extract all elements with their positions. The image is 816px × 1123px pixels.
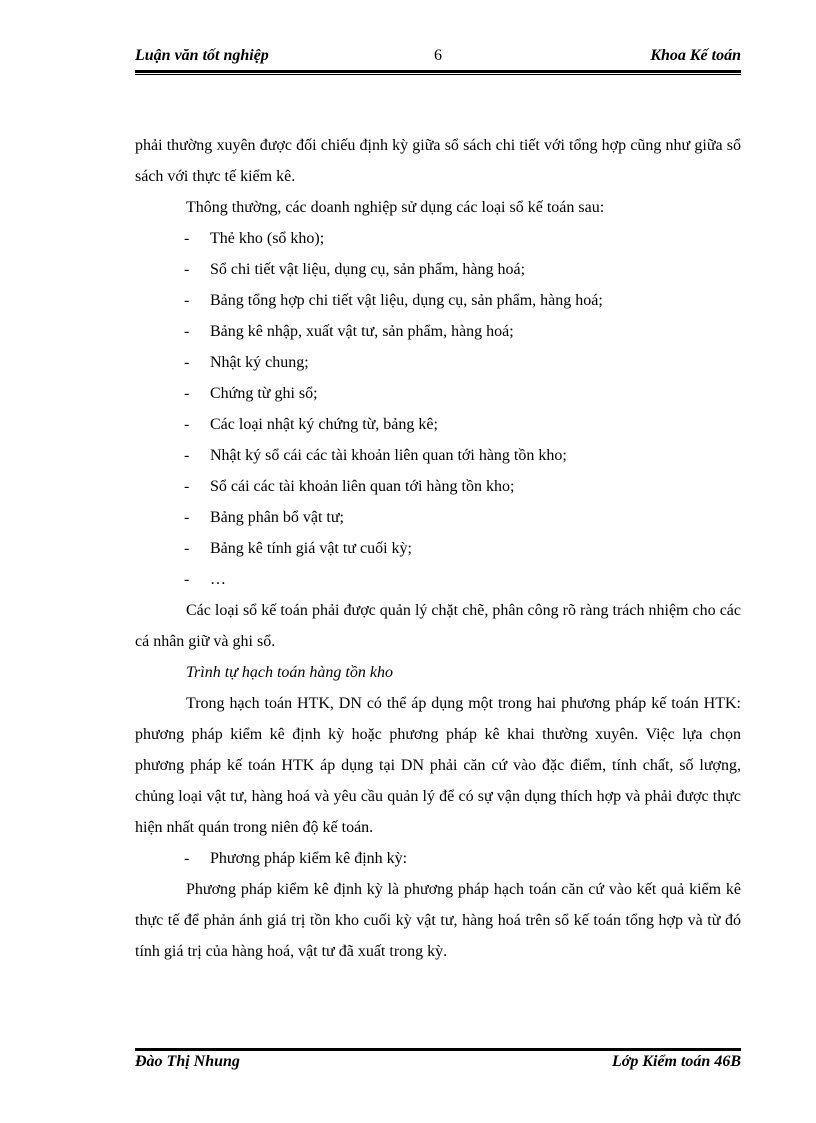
- paragraph-5: Phương pháp kiểm kê định kỳ là phương pháp hạch toán căn cứ vào kết quả kiểm kê thực tế để phản ánh giá trị tồn kho cuối kỳ vật tư, hàng hoá trên sổ kế toán tổng hợp và từ đó tính giá trị của hàng hoá, vật tư đã xuất trong kỳ.: [135, 881, 741, 960]
- list-item: - Thẻ kho (sổ kho);: [135, 223, 741, 254]
- footer-class: Lớp Kiểm toán 46B: [611, 1053, 741, 1070]
- page-body: [135, 130, 741, 967]
- list-item: - Bảng phân bổ vật tư;: [135, 502, 741, 533]
- header-faculty: Khoa Kế toán: [650, 47, 741, 64]
- paragraph-3: Các loại sổ kế toán phải được quản lý chặt chẽ, phân công rõ ràng trách nhiệm cho các cá nhân giữ và ghi sổ.: [135, 602, 741, 650]
- paragraph-2: Thông thường, các doanh nghiệp sử dụng các loại sổ kế toán sau:: [186, 199, 605, 216]
- header-rule: [135, 70, 741, 73]
- paragraph-4: Trong hạch toán HTK, DN có thể áp dụng một trong hai phương pháp kế toán HTK: phương pháp kiểm kê định kỳ hoặc phương pháp kê khai thường xuyên. Việc lựa chọn phương pháp kế toán HTK áp dụng tại DN phải căn cứ vào đặc điểm, tính chất, số lượng, chủng loại vật tư, hàng hoá và yêu cầu quản lý để có sự vận dụng thích hợp và phải được thực hiện nhất quán trong niên độ kế toán.: [135, 695, 741, 836]
- list-item: - …: [135, 564, 741, 595]
- list-item: - Bảng kê nhập, xuất vật tư, sản phẩm, hàng hoá;: [135, 316, 741, 347]
- page-footer: [135, 1053, 741, 1077]
- bullet-dash: -: [184, 509, 190, 526]
- list-item: - Nhật ký sổ cái các tài khoản liên quan tới hàng tồn kho;: [135, 440, 741, 471]
- list-item: - Bảng kê tính giá vật tư cuối kỳ;: [135, 533, 741, 564]
- bullet-dash: -: [184, 478, 190, 495]
- list-item: - Sổ cái các tài khoản liên quan tới hàng tồn kho;: [135, 471, 741, 502]
- bullet-dash: -: [184, 416, 190, 433]
- list-item: - Sổ chi tiết vật liệu, dụng cụ, sản phẩm, hàng hoá;: [135, 254, 741, 285]
- header-thesis-title: Luận văn tốt nghiệp: [135, 47, 269, 64]
- section-subheading: Trình tự hạch toán hàng tồn kho: [186, 664, 393, 681]
- bullet-dash: -: [184, 571, 190, 588]
- list-item: - Nhật ký chung;: [135, 347, 741, 378]
- bullet-dash: -: [184, 850, 190, 867]
- list-item: - Bảng tổng hợp chi tiết vật liệu, dụng cụ, sản phẩm, hàng hoá;: [135, 285, 741, 316]
- method-bullet: - Phương pháp kiểm kê định kỳ:: [135, 843, 741, 874]
- bullet-dash: -: [184, 385, 190, 402]
- header-rule-thin: [135, 74, 741, 75]
- page-number: 6: [434, 47, 442, 64]
- bullet-dash: -: [184, 354, 190, 371]
- list-item: - Các loại nhật ký chứng từ, bảng kê;: [135, 409, 741, 440]
- footer-author: Đào Thị Nhung: [135, 1053, 240, 1070]
- bullet-dash: -: [184, 261, 190, 278]
- bullet-dash: -: [184, 447, 190, 464]
- bullet-dash: -: [184, 540, 190, 557]
- ledger-list: [135, 223, 741, 595]
- bullet-dash: -: [184, 323, 190, 340]
- page-header: [135, 47, 741, 71]
- paragraph-1: phải thường xuyên được đối chiếu định kỳ giữa sổ sách chi tiết với tổng hợp cũng như giữa sổ sách với thực tế kiểm kê.: [135, 137, 741, 185]
- bullet-dash: -: [184, 230, 190, 247]
- bullet-dash: -: [184, 292, 190, 309]
- list-item: - Chứng từ ghi sổ;: [135, 378, 741, 409]
- footer-rule: [135, 1048, 741, 1051]
